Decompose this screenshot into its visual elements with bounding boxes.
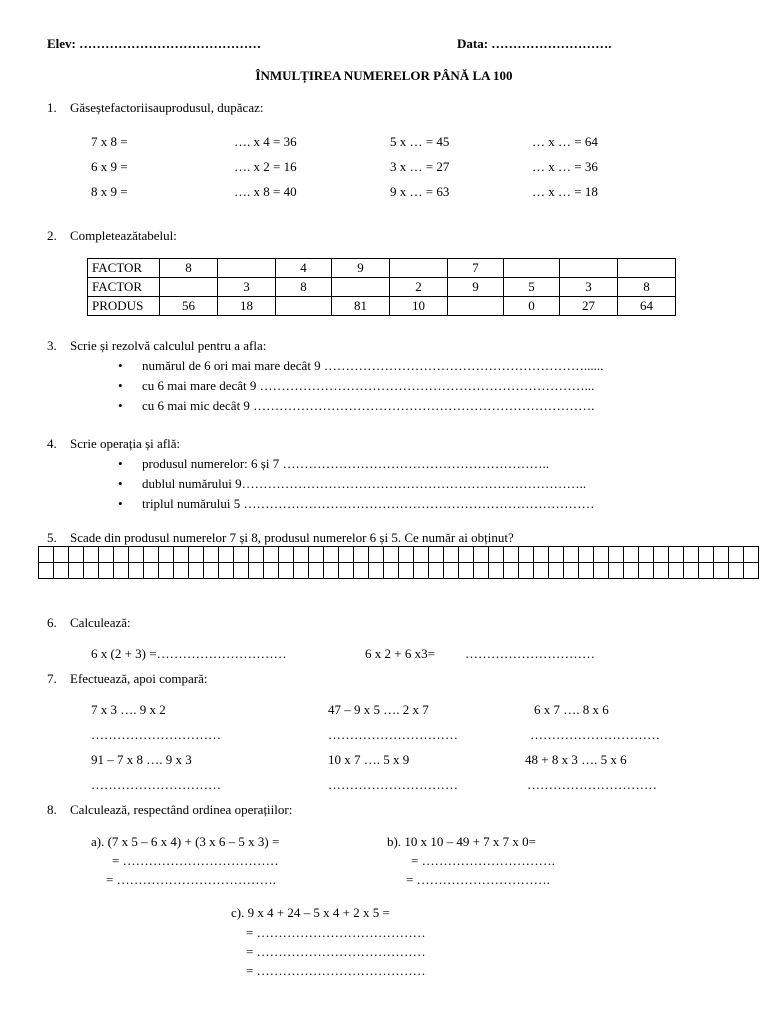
ex4-item: produsul numerelor: 6 și 7 …………………………………………………….. <box>142 456 549 471</box>
grid-cell[interactable] <box>219 563 234 579</box>
grid-cell[interactable] <box>144 547 159 563</box>
table-cell[interactable] <box>504 259 560 278</box>
ex3-item: cu 6 mai mare decât 9 …………………………………………………………………... <box>142 378 595 393</box>
data-dots: ………………………. <box>491 36 612 51</box>
ex6-expression: 6 x (2 + 3) =………………………… <box>91 646 287 661</box>
grid-cell[interactable] <box>219 547 234 563</box>
grid-cell[interactable] <box>504 563 519 579</box>
ex7-number: 7. <box>47 671 57 686</box>
grid-cell[interactable] <box>624 547 639 563</box>
grid-cell[interactable] <box>69 547 84 563</box>
grid-cell[interactable] <box>99 547 114 563</box>
grid-cell[interactable] <box>339 563 354 579</box>
grid-cell[interactable] <box>189 563 204 579</box>
grid-cell[interactable] <box>159 547 174 563</box>
table-cell[interactable]: 3 <box>560 278 618 297</box>
ex7-answer-dots[interactable]: ………………………… <box>328 777 458 792</box>
grid-cell[interactable] <box>579 547 594 563</box>
ex7-answer-dots[interactable]: ………………………… <box>527 777 657 792</box>
table-cell[interactable]: 3 <box>218 278 276 297</box>
ex7-comparison: 91 – 7 x 8 …. 9 x 3 <box>91 752 192 767</box>
bullet-icon: • <box>118 456 123 471</box>
grid-cell[interactable] <box>234 563 249 579</box>
grid-cell[interactable] <box>444 563 459 579</box>
grid-cell[interactable] <box>369 563 384 579</box>
table-cell[interactable] <box>276 297 332 316</box>
ex1-cell: …. x 4 = 36 <box>234 134 297 149</box>
table-cell[interactable] <box>390 259 448 278</box>
grid-cell[interactable] <box>579 563 594 579</box>
ex1-cell: 7 x 8 = <box>91 134 128 149</box>
grid-cell[interactable] <box>534 547 549 563</box>
grid-cell[interactable] <box>399 563 414 579</box>
grid-cell[interactable] <box>414 563 429 579</box>
table-header-cell: PRODUS <box>88 297 160 316</box>
grid-cell[interactable] <box>84 547 99 563</box>
table-header-cell: FACTOR <box>88 259 160 278</box>
ex3-number: 3. <box>47 338 57 353</box>
ex8b-step[interactable]: = …………………………. <box>411 853 555 868</box>
grid-cell[interactable] <box>309 563 324 579</box>
grid-cell[interactable] <box>549 547 564 563</box>
grid-cell[interactable] <box>624 563 639 579</box>
grid-cell[interactable] <box>489 563 504 579</box>
grid-cell[interactable] <box>549 563 564 579</box>
grid-cell[interactable] <box>114 547 129 563</box>
bullet-icon: • <box>118 358 123 373</box>
grid-cell[interactable] <box>294 563 309 579</box>
grid-cell[interactable] <box>729 563 744 579</box>
ex7-answer-dots[interactable]: ………………………… <box>91 777 221 792</box>
ex7-comparison: 48 + 8 x 3 …. 5 x 6 <box>525 752 627 767</box>
grid-cell[interactable] <box>609 563 624 579</box>
elev-dots: …………………………………… <box>79 36 262 51</box>
grid-cell[interactable] <box>54 547 69 563</box>
ex3-item: numărul de 6 ori mai mare decât 9 ……………………………………………………...... <box>142 358 604 373</box>
ex8b-expression: b). 10 x 10 – 49 + 7 x 7 x 0= <box>387 834 536 849</box>
grid-cell[interactable] <box>459 547 474 563</box>
bullet-icon: • <box>118 476 123 491</box>
grid-cell[interactable] <box>519 547 534 563</box>
elev-field <box>47 36 261 52</box>
table-cell[interactable]: 8 <box>160 259 218 278</box>
grid-cell[interactable] <box>249 547 264 563</box>
ex1-instruction: Găseștefactoriisauprodusul, dupăcaz: <box>70 100 264 115</box>
bullet-icon: • <box>118 398 123 413</box>
ex1-cell: 9 x … = 63 <box>390 184 450 199</box>
table-cell[interactable] <box>560 259 618 278</box>
grid-cell[interactable] <box>699 563 714 579</box>
grid-cell[interactable] <box>324 547 339 563</box>
grid-cell[interactable] <box>474 563 489 579</box>
grid-cell[interactable] <box>144 563 159 579</box>
ex1-cell: …. x 8 = 40 <box>234 184 297 199</box>
ex6-number: 6. <box>47 615 57 630</box>
bullet-icon: • <box>118 378 123 393</box>
grid-cell[interactable] <box>39 547 54 563</box>
ex6-answer-dots[interactable]: ………………………… <box>465 646 595 661</box>
ex7-comparison: 7 x 3 …. 9 x 2 <box>91 702 166 717</box>
grid-cell[interactable] <box>399 547 414 563</box>
ex5-instruction: Scade din produsul numerelor 7 și 8, produsul numerelor 6 și 5. Ce număr ai obținut? <box>70 530 514 545</box>
grid-cell[interactable] <box>639 563 654 579</box>
grid-cell[interactable] <box>39 563 54 579</box>
grid-cell[interactable] <box>684 563 699 579</box>
grid-cell[interactable] <box>714 547 729 563</box>
grid-cell[interactable] <box>744 547 759 563</box>
grid-cell[interactable] <box>639 547 654 563</box>
grid-row <box>39 547 759 563</box>
table-cell[interactable]: 7 <box>448 259 504 278</box>
grid-cell[interactable] <box>354 563 369 579</box>
ex8c-step[interactable]: = ………………………………… <box>246 963 426 978</box>
grid-cell[interactable] <box>324 563 339 579</box>
ex7-comparison: 47 – 9 x 5 …. 2 x 7 <box>328 702 429 717</box>
ex4-item: dublul numărului 9…………………………………………………………………….. <box>142 476 587 491</box>
grid-cell[interactable] <box>504 547 519 563</box>
grid-cell[interactable] <box>714 563 729 579</box>
data-field <box>457 36 612 52</box>
table-cell[interactable]: 10 <box>390 297 448 316</box>
table-cell[interactable] <box>332 278 390 297</box>
ex1-cell: … x … = 36 <box>532 159 598 174</box>
ex4-item: triplul numărului 5 ……………………………………………………………………… <box>142 496 595 511</box>
grid-cell[interactable] <box>354 547 369 563</box>
ex1-cell: 6 x 9 = <box>91 159 128 174</box>
grid-cell[interactable] <box>279 547 294 563</box>
grid-cell[interactable] <box>669 563 684 579</box>
answer-grid[interactable] <box>38 546 759 579</box>
ex6-expression: 6 x 2 + 6 x3= <box>365 646 435 661</box>
ex1-cell: … x … = 64 <box>532 134 598 149</box>
table-cell[interactable] <box>618 259 676 278</box>
grid-cell[interactable] <box>534 563 549 579</box>
grid-cell[interactable] <box>84 563 99 579</box>
grid-cell[interactable] <box>114 563 129 579</box>
table-cell[interactable]: 27 <box>560 297 618 316</box>
ex8-number: 8. <box>47 802 57 817</box>
table-cell[interactable]: 8 <box>276 278 332 297</box>
table-header-cell: FACTOR <box>88 278 160 297</box>
grid-cell[interactable] <box>384 563 399 579</box>
ex8a-expression: a). (7 x 5 – 6 x 4) + (3 x 6 – 5 x 3) = <box>91 834 280 849</box>
table-cell[interactable]: 4 <box>276 259 332 278</box>
grid-cell[interactable] <box>279 563 294 579</box>
grid-cell[interactable] <box>234 547 249 563</box>
grid-cell[interactable] <box>429 563 444 579</box>
ex8b-step[interactable]: = …………………………. <box>406 872 550 887</box>
grid-cell[interactable] <box>189 547 204 563</box>
ex7-answer-dots[interactable]: ………………………… <box>530 727 660 742</box>
grid-cell[interactable] <box>564 547 579 563</box>
grid-cell[interactable] <box>729 547 744 563</box>
ex8a-step[interactable]: = ………………………………. <box>106 872 276 887</box>
grid-cell[interactable] <box>264 563 279 579</box>
ex8a-step[interactable]: = ……………………………… <box>112 853 279 868</box>
ex2-number: 2. <box>47 228 57 243</box>
table-row <box>88 259 676 278</box>
grid-cell[interactable] <box>564 563 579 579</box>
table-cell[interactable]: 56 <box>160 297 218 316</box>
grid-cell[interactable] <box>429 547 444 563</box>
grid-cell[interactable] <box>294 547 309 563</box>
ex7-answer-dots[interactable]: ………………………… <box>328 727 458 742</box>
grid-cell[interactable] <box>684 547 699 563</box>
grid-cell[interactable] <box>69 563 84 579</box>
grid-cell[interactable] <box>384 547 399 563</box>
grid-cell[interactable] <box>339 547 354 563</box>
grid-cell[interactable] <box>654 547 669 563</box>
grid-cell[interactable] <box>594 563 609 579</box>
table-cell[interactable]: 9 <box>448 278 504 297</box>
grid-cell[interactable] <box>519 563 534 579</box>
ex1-cell: … x … = 18 <box>532 184 598 199</box>
table-cell[interactable]: 8 <box>618 278 676 297</box>
table-cell[interactable] <box>448 297 504 316</box>
ex3-item: cu 6 mai mic decât 9 ……………………………………………………………………. <box>142 398 595 413</box>
table-cell[interactable]: 18 <box>218 297 276 316</box>
grid-cell[interactable] <box>654 563 669 579</box>
ex7-answer-dots[interactable]: ………………………… <box>91 727 221 742</box>
ex1-cell: …. x 2 = 16 <box>234 159 297 174</box>
ex7-instruction: Efectuează, apoi compară: <box>70 671 208 686</box>
grid-row <box>39 563 759 579</box>
ex1-cell: 3 x … = 27 <box>390 159 450 174</box>
table-cell[interactable] <box>218 259 276 278</box>
table-cell[interactable]: 64 <box>618 297 676 316</box>
data-label: Data: <box>457 36 489 51</box>
ex4-instruction: Scrie operația și află: <box>70 436 181 451</box>
table-cell[interactable]: 2 <box>390 278 448 297</box>
ex1-cell: 5 x … = 45 <box>390 134 450 149</box>
grid-cell[interactable] <box>129 563 144 579</box>
table-row <box>88 278 676 297</box>
factor-table <box>87 258 676 316</box>
ex7-comparison: 6 x 7 …. 8 x 6 <box>534 702 609 717</box>
table-cell[interactable] <box>160 278 218 297</box>
elev-label: Elev: <box>47 36 76 51</box>
ex8c-expression: c). 9 x 4 + 24 – 5 x 4 + 2 x 5 = <box>231 905 390 920</box>
table-cell[interactable]: 0 <box>504 297 560 316</box>
grid-cell[interactable] <box>414 547 429 563</box>
grid-cell[interactable] <box>99 563 114 579</box>
ex8c-step[interactable]: = ………………………………… <box>246 925 426 940</box>
grid-cell[interactable] <box>489 547 504 563</box>
ex8c-step[interactable]: = ………………………………… <box>246 944 426 959</box>
grid-cell[interactable] <box>459 563 474 579</box>
ex4-number: 4. <box>47 436 57 451</box>
grid-cell[interactable] <box>264 547 279 563</box>
grid-cell[interactable] <box>204 547 219 563</box>
grid-cell[interactable] <box>174 563 189 579</box>
ex8-instruction: Calculează, respectând ordinea operațiilor: <box>70 802 293 817</box>
page-title: ÎNMULȚIREA NUMERELOR PÂNĂ LA 100 <box>255 68 513 83</box>
ex3-instruction: Scrie și rezolvă calculul pentru a afla: <box>70 338 267 353</box>
ex1-cell: 8 x 9 = <box>91 184 128 199</box>
grid-cell[interactable] <box>249 563 264 579</box>
grid-cell[interactable] <box>594 547 609 563</box>
grid-cell[interactable] <box>699 547 714 563</box>
grid-cell[interactable] <box>129 547 144 563</box>
grid-cell[interactable] <box>474 547 489 563</box>
grid-cell[interactable] <box>54 563 69 579</box>
ex2-instruction: Completeazătabelul: <box>70 228 177 243</box>
grid-cell[interactable] <box>174 547 189 563</box>
table-row <box>88 297 676 316</box>
table-cell[interactable]: 5 <box>504 278 560 297</box>
grid-cell[interactable] <box>204 563 219 579</box>
table-cell[interactable]: 9 <box>332 259 390 278</box>
ex6-instruction: Calculează: <box>70 615 131 630</box>
grid-cell[interactable] <box>369 547 384 563</box>
ex7-comparison: 10 x 7 …. 5 x 9 <box>328 752 410 767</box>
ex1-number: 1. <box>47 100 57 115</box>
grid-cell[interactable] <box>669 547 684 563</box>
grid-cell[interactable] <box>609 547 624 563</box>
grid-cell[interactable] <box>309 547 324 563</box>
table-cell[interactable]: 81 <box>332 297 390 316</box>
ex5-number: 5. <box>47 530 57 545</box>
bullet-icon: • <box>118 496 123 511</box>
grid-cell[interactable] <box>444 547 459 563</box>
grid-cell[interactable] <box>744 563 759 579</box>
grid-cell[interactable] <box>159 563 174 579</box>
